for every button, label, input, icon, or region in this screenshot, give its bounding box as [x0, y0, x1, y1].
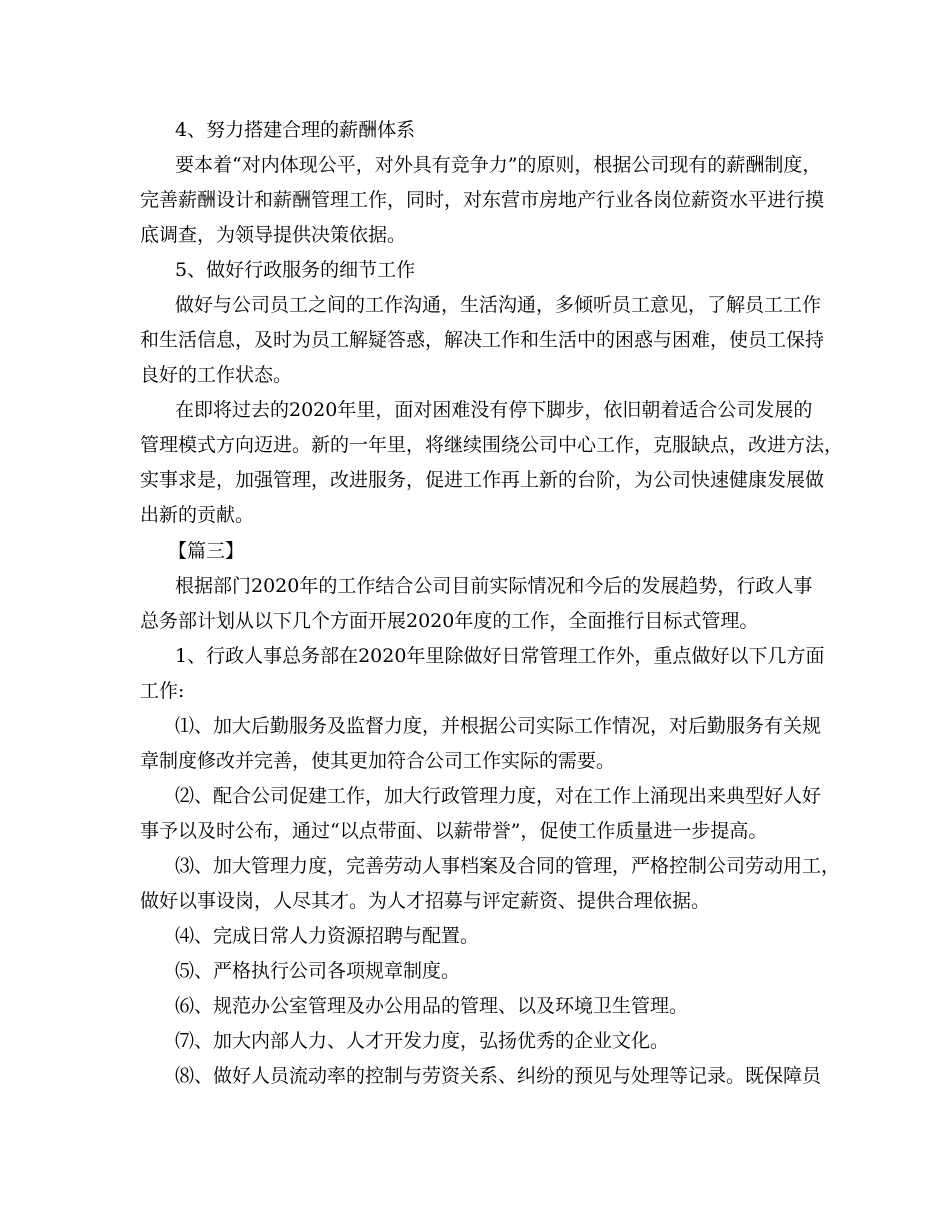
paragraph-line: 管理模式方向迈进。新的一年里，将继续围绕公司中心工作，克服缺点，改进方法， — [140, 434, 844, 456]
paragraph-line: 总务部计划从以下几个方面开展2020年度的工作，全面推行目标式管理。 — [140, 610, 759, 632]
paragraph-line: 事予以及时公布，通过“以点带面、以薪带誉”，促使工作质量进一步提高。 — [140, 820, 768, 842]
paragraph-line: 实事求是，加强管理，改进服务，促进工作再上新的台阶，为公司快速健康发展做 — [140, 469, 825, 491]
section-heading: 【篇三】 — [168, 540, 245, 562]
paragraph-line: 底调查，为领导提供决策依据。 — [140, 224, 407, 246]
paragraph-line: 和生活信息，及时为员工解疑答惑，解决工作和生活中的困惑与困难，使员工保持 — [140, 329, 825, 351]
paragraph-line: 根据部门2020年的工作结合公司目前实际情况和今后的发展趋势，行政人事 — [175, 575, 813, 597]
sub-item-8: ⑻、做好人员流动率的控制与劳资关系、纠纷的预见与处理等记录。既保障员 — [175, 1065, 822, 1087]
sub-item-7: ⑺、加大内部人力、人才开发力度，弘扬优秀的企业文化。 — [175, 1030, 670, 1052]
sub-item-2: ⑵、配合公司促建工作，加大行政管理力度，对在工作上涌现出来典型好人好 — [175, 785, 822, 807]
heading-item-4: 4、努力搭建合理的薪酬体系 — [175, 119, 416, 141]
sub-item-3: ⑶、加大管理力度，完善劳动人事档案及合同的管理，严格控制公司劳动用工， — [175, 855, 841, 877]
heading-item-5: 5、做好行政服务的细节工作 — [175, 259, 416, 281]
sub-item-6: ⑹、规范办公室管理及办公用品的管理、以及环境卫生管理。 — [175, 995, 689, 1017]
sub-item-1: ⑴、加大后勤服务及监督力度，并根据公司实际工作情况，对后勤服务有关规 — [175, 715, 822, 737]
paragraph-line: 做好与公司员工之间的工作沟通，生活沟通，多倾听员工意见，了解员工工作 — [175, 294, 822, 316]
paragraph-line: 做好以事设岗，人尽其才。为人才招募与评定薪资、提供合理依据。 — [140, 890, 711, 912]
paragraph-line: 工作: — [140, 680, 185, 702]
paragraph-line: 出新的贡献。 — [140, 504, 255, 526]
paragraph-line: 要本着“对内体现公平，对外具有竞争力”的原则，根据公司现有的薪酬制度， — [175, 154, 822, 176]
sub-item-5: ⑸、严格执行公司各项规章制度。 — [175, 960, 461, 982]
paragraph-line: 章制度修改并完善，使其更加符合公司工作实际的需要。 — [140, 750, 616, 772]
list-item-1: 1、行政人事总务部在2020年里除做好日常管理工作外，重点做好以下几方面 — [175, 645, 825, 667]
paragraph-line: 良好的工作状态。 — [140, 364, 293, 386]
paragraph-line: 在即将过去的2020年里，面对困难没有停下脚步，依旧朝着适合公司发展的 — [175, 399, 813, 421]
sub-item-4: ⑷、完成日常人力资源招聘与配置。 — [175, 925, 480, 947]
paragraph-line: 完善薪酬设计和薪酬管理工作，同时，对东营市房地产行业各岗位薪资水平进行摸 — [140, 189, 825, 211]
